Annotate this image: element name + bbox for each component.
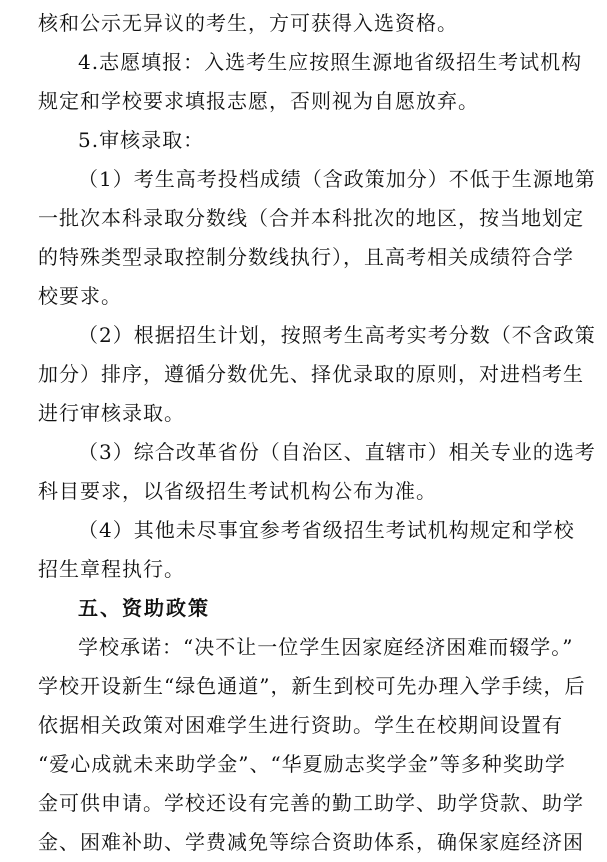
text-line: 学校开设新生“绿色通道”，新生到校可先办理入学手续，后 xyxy=(38,674,586,698)
text-line: 依据相关政策对困难学生进行资助。学生在校期间设置有 xyxy=(38,713,563,737)
text-line: 金可供申请。学校还设有完善的勤工助学、助学贷款、助学 xyxy=(38,791,584,815)
text-line: 规定和学校要求填报志愿，否则视为自愿放弃。 xyxy=(38,89,479,113)
text-line: （4）其他未尽事宜参考省级招生考试机构规定和学校 xyxy=(78,518,575,542)
text-line: 金、困难补助、学费减免等综合资助体系，确保家庭经济困 xyxy=(38,830,584,854)
text-line: 科目要求，以省级招生考试机构公布为准。 xyxy=(38,479,437,503)
text-line: （1）考生高考投档成绩（含政策加分）不低于生源地第 xyxy=(78,167,596,191)
text-line: 招生章程执行。 xyxy=(38,557,185,581)
text-line: 进行审核录取。 xyxy=(38,401,185,425)
text-line: 学校承诺：“决不让一位学生因家庭经济困难而辍学。” xyxy=(78,635,574,659)
text-line: （3）综合改革省份（自治区、直辖市）相关专业的选考 xyxy=(78,440,596,464)
text-line: 核和公示无异议的考生，方可获得入选资格。 xyxy=(38,11,458,35)
text-line: “爱心成就未来助学金”、“华夏励志奖学金”等多种奖助学 xyxy=(38,752,566,776)
text-line: 的特殊类型录取控制分数线执行），且高考相关成绩符合学 xyxy=(38,245,574,269)
section-heading: 五、资助政策 xyxy=(78,596,210,620)
text-line: 加分）排序，遵循分数优先、择优录取的原则，对进档考生 xyxy=(38,362,584,386)
text-line: 校要求。 xyxy=(38,284,122,308)
text-line: 一批次本科录取分数线（合并本科批次的地区，按当地划定 xyxy=(38,206,584,230)
text-line: 4.志愿填报：入选考生应按照生源地省级招生考试机构 xyxy=(78,50,583,74)
text-line: 5.审核录取： xyxy=(78,128,205,152)
text-line: （2）根据招生计划，按照考生高考实考分数（不含政策 xyxy=(78,323,596,347)
